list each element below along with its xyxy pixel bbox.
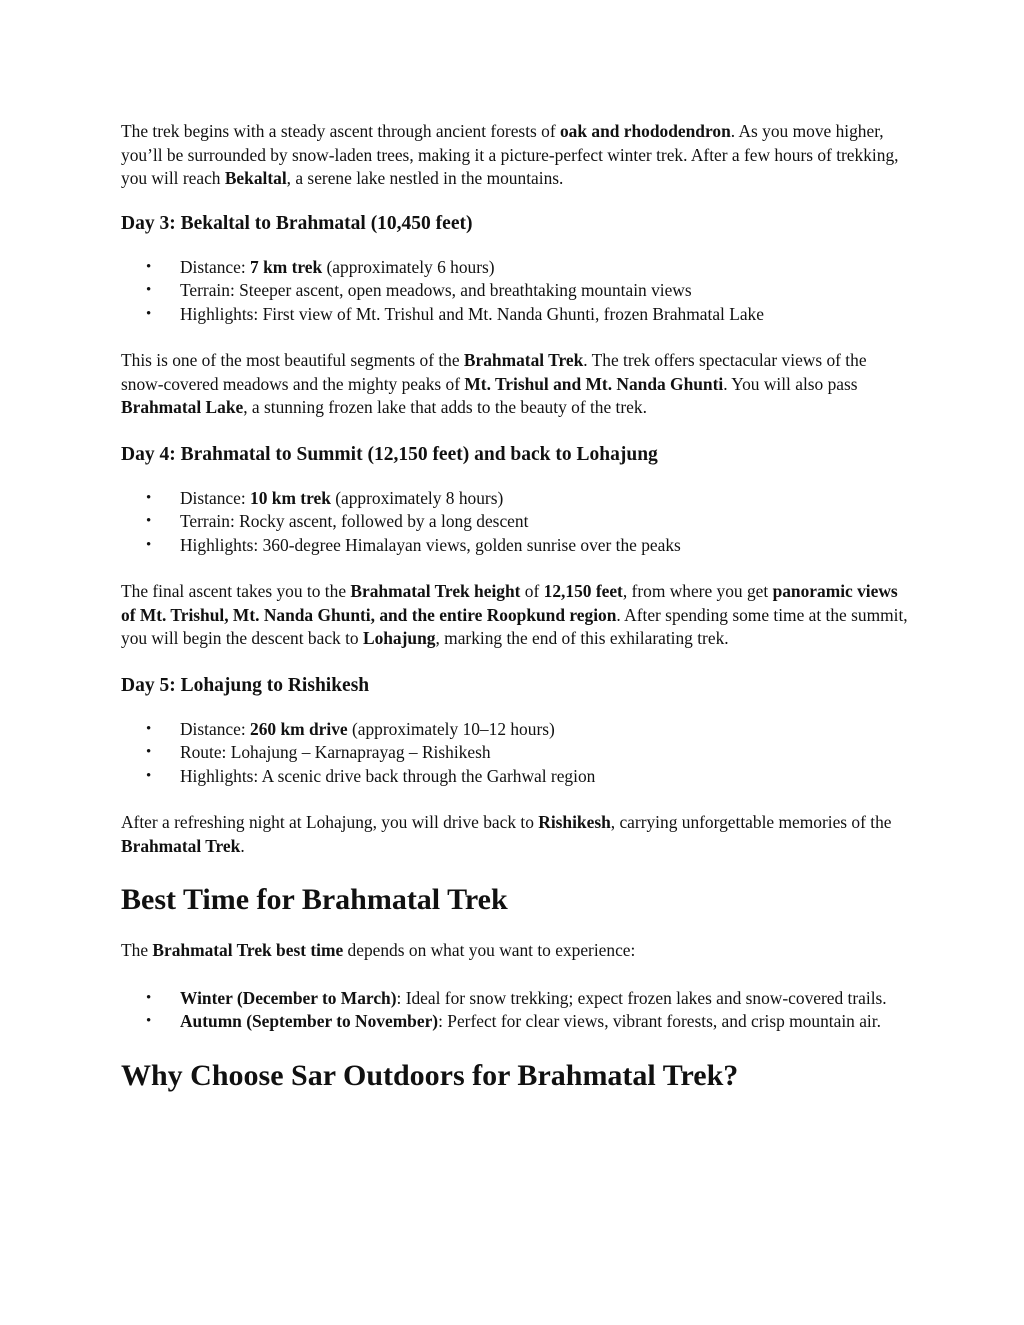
day5-paragraph bbox=[121, 811, 911, 858]
list-item bbox=[121, 487, 911, 511]
bold-text: Bekaltal bbox=[224, 168, 287, 188]
bold-text: 260 km drive bbox=[250, 718, 348, 739]
bold-text: Brahmatal Trek bbox=[463, 350, 584, 370]
text: The bbox=[121, 940, 153, 960]
day5-heading: Day 5: Lohajung to Rishikesh bbox=[121, 674, 370, 696]
intro-paragraph bbox=[121, 120, 911, 191]
bold-text: Winter (December to March) bbox=[180, 987, 397, 1008]
text: Distance: bbox=[180, 256, 251, 277]
day4-paragraph bbox=[121, 580, 911, 651]
bold-text: Brahmatal Trek bbox=[121, 835, 241, 856]
list-item: • Highlights: First view of Mt. Trishul and Mt. Nanda Ghunti, frozen Brahmatal Lake bbox=[121, 303, 911, 327]
bold-text: Autumn (September to November) bbox=[180, 1011, 439, 1031]
list-item: • Highlights: A scenic drive back through the Garhwal region bbox=[121, 765, 911, 789]
day3-paragraph bbox=[121, 349, 911, 420]
text: This is one of the most beautiful segments of the bbox=[121, 350, 464, 370]
text: . As you move higher, you’ll be surrounded by snow-laden trees, making it a picture-perfect winter trek. After a few hours of trekking, you will reach bbox=[121, 121, 899, 188]
text: , carrying unforgettable memories of the bbox=[610, 812, 892, 832]
bold-text: Rishikesh bbox=[538, 812, 611, 832]
bold-text: panoramic views of Mt. Trishul, Mt. Nanda Ghunti, and the entire Roopkund region bbox=[121, 581, 898, 625]
text: : Perfect for clear views, vibrant forests, and crisp mountain air. bbox=[438, 1011, 881, 1031]
text: (approximately 6 hours) bbox=[322, 256, 495, 277]
day5-details-list bbox=[121, 718, 911, 789]
text: Distance: bbox=[180, 487, 251, 508]
bold-text: 12,150 feet bbox=[543, 581, 623, 601]
best-time-intro bbox=[121, 939, 911, 963]
text: . After spending some time at the summit, you will begin the descent back to bbox=[121, 604, 908, 648]
bold-text: 10 km trek bbox=[250, 487, 331, 508]
text: The final ascent takes you to the bbox=[121, 581, 351, 601]
list-item: • Terrain: Rocky ascent, followed by a long descent bbox=[121, 510, 911, 534]
text: . The trek offers spectacular views of the snow-covered meadows and the mighty peaks of bbox=[121, 350, 867, 394]
text: of bbox=[520, 581, 544, 601]
text: depends on what you want to experience: bbox=[343, 940, 636, 960]
text: (approximately 10–12 hours) bbox=[347, 718, 555, 739]
text: Distance: bbox=[180, 718, 251, 739]
day3-details-list bbox=[121, 256, 911, 327]
day4-details-list bbox=[121, 487, 911, 558]
day3-heading: Day 3: Bekaltal to Brahmatal (10,450 feet) bbox=[121, 212, 473, 234]
text: . You will also pass bbox=[723, 373, 858, 394]
text: After a refreshing night at Lohajung, you will drive back to bbox=[121, 812, 539, 832]
bold-text: Lohajung bbox=[362, 628, 436, 648]
list-item bbox=[121, 987, 911, 1011]
list-item: • Highlights: 360-degree Himalayan views, golden sunrise over the peaks bbox=[121, 534, 911, 558]
bold-text: Brahmatal Trek best time bbox=[152, 940, 344, 960]
bold-text: Brahmatal Lake bbox=[121, 397, 244, 417]
document-page bbox=[121, 120, 911, 1094]
text: : Ideal for snow trekking; expect frozen lakes and snow-covered trails. bbox=[396, 987, 887, 1008]
list-item bbox=[121, 256, 911, 280]
season-list bbox=[121, 987, 911, 1034]
list-item: • Route: Lohajung – Karnaprayag – Rishikesh bbox=[121, 741, 911, 765]
text: (approximately 8 hours) bbox=[330, 487, 504, 508]
bold-text: Brahmatal Trek height bbox=[350, 581, 521, 601]
text: . bbox=[240, 835, 245, 856]
text: , from where you get bbox=[622, 581, 773, 601]
bold-text: 7 km trek bbox=[250, 256, 323, 277]
why-choose-heading: Why Choose Sar Outdoors for Brahmatal Trek? bbox=[121, 1058, 739, 1092]
best-time-heading: Best Time for Brahmatal Trek bbox=[121, 883, 508, 916]
day4-heading: Day 4: Brahmatal to Summit (12,150 feet) and back to Lohajung bbox=[121, 443, 658, 465]
list-item: • Terrain: Steeper ascent, open meadows, and breathtaking mountain views bbox=[121, 279, 911, 303]
text: , a stunning frozen lake that adds to the beauty of the trek. bbox=[243, 397, 647, 417]
text: , a serene lake nestled in the mountains. bbox=[286, 168, 564, 188]
bold-text: Mt. Trishul and Mt. Nanda Ghunti bbox=[464, 373, 724, 394]
text: , marking the end of this exhilarating trek. bbox=[435, 628, 729, 648]
list-item bbox=[121, 1010, 911, 1034]
bold-text: oak and rhododendron bbox=[559, 121, 731, 141]
text: The trek begins with a steady ascent through ancient forests of bbox=[121, 121, 560, 141]
list-item bbox=[121, 718, 911, 742]
